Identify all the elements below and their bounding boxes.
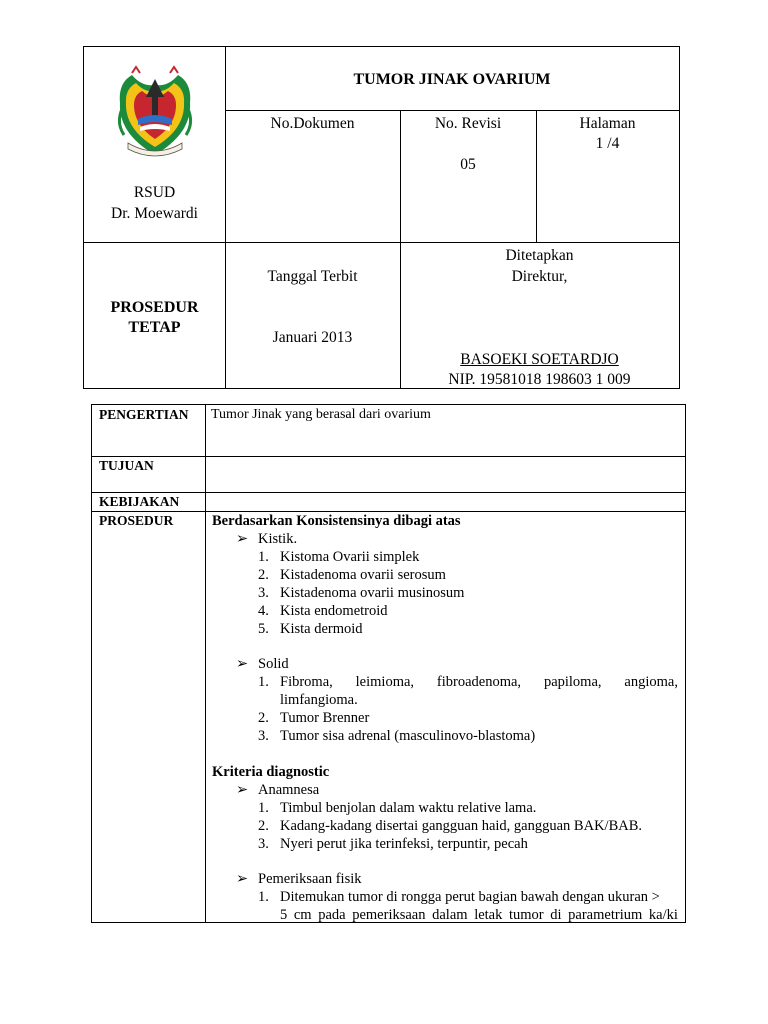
procedure-label-line1: PROSEDUR	[110, 299, 199, 316]
halaman-value: 1 /4	[595, 135, 620, 152]
director-nip: NIP. 19581018 198603 1 009	[448, 371, 631, 388]
list-item: 3. Nyeri perut jika terinfeksi, terpuntir, pecah	[258, 836, 528, 852]
list-item: 4. Kista endometroid	[258, 603, 388, 619]
word: 5	[280, 907, 288, 923]
word: fibroadenoma,	[436, 674, 522, 690]
anamnesa-item: Timbul benjolan dalam waktu relative lama.	[280, 800, 537, 816]
word: cm	[293, 907, 312, 923]
solid-item: Tumor sisa adrenal (masculinovo-blastoma)	[280, 728, 536, 744]
word: di	[550, 907, 562, 923]
list-item-continuation	[280, 906, 678, 924]
kistik-item: Kistadenoma ovarii musinosum	[280, 585, 465, 601]
word: ka/ki	[648, 907, 678, 923]
divider	[92, 456, 685, 457]
arrow-bullet-icon: ➢	[236, 656, 249, 672]
list-item: 1. Ditemukan tumor di rongga perut bagian bawah dengan ukuran >	[258, 889, 660, 905]
list-item: 1. Fibroma, leimioma, fibroadenoma, papiloma, angioma,	[258, 674, 678, 690]
divider	[84, 242, 679, 243]
word: leimioma,	[355, 674, 415, 690]
arrow-bullet-icon: ➢	[236, 782, 249, 798]
list-item-continuation: limfangioma.	[280, 692, 358, 708]
pemeriksaan-label: Pemeriksaan fisik	[258, 871, 362, 887]
procedure-label-line2: TETAP	[128, 319, 181, 336]
word: pada	[318, 907, 346, 923]
solid-item-1	[280, 673, 678, 691]
word: pemeriksaan	[352, 907, 426, 923]
list-item: 2. Kistadenoma ovarii serosum	[258, 567, 446, 583]
solid-item: Tumor Brenner	[280, 710, 370, 726]
no-dokumen-label: No.Dokumen	[270, 115, 355, 132]
no-revisi-label: No. Revisi	[434, 115, 502, 132]
regional-emblem-logo	[112, 63, 198, 161]
pengertian-label: PENGERTIAN	[99, 407, 189, 422]
document-title: TUMOR JINAK OVARIUM	[353, 71, 551, 88]
solid-label: Solid	[258, 656, 289, 672]
org-name-line1: RSUD	[133, 184, 176, 201]
pengertian-text: Tumor Jinak yang berasal dari ovarium	[211, 407, 431, 422]
bullet-item	[236, 781, 319, 799]
word: papiloma,	[543, 674, 602, 690]
list-item: 3. Kistadenoma ovarii musinosum	[258, 585, 465, 601]
pemeriksaan-item: Ditemukan tumor di rongga perut bagian bawah dengan ukuran >	[280, 889, 660, 905]
bullet-item	[236, 870, 362, 888]
anamnesa-label: Anamnesa	[258, 782, 320, 798]
anamnesa-item: Kadang-kadang disertai gangguan haid, gangguan BAK/BAB.	[280, 818, 643, 834]
kistik-label: Kistik.	[258, 531, 298, 547]
divider	[92, 492, 685, 493]
org-name-line2: Dr. Moewardi	[111, 205, 198, 222]
tanggal-terbit-value: Januari 2013	[272, 329, 353, 346]
word: letak	[474, 907, 503, 923]
arrow-bullet-icon: ➢	[236, 531, 249, 547]
bullet-item	[236, 530, 297, 548]
section-heading: Berdasarkan Konsistensinya dibagi atas	[212, 513, 461, 529]
arrow-bullet-icon: ➢	[236, 871, 249, 887]
word: angioma,	[624, 674, 678, 690]
list-item: 3. Tumor sisa adrenal (masculinovo-blastoma)	[258, 728, 536, 744]
halaman-label: Halaman	[579, 115, 636, 132]
word: tumor	[509, 907, 544, 923]
divider	[205, 405, 206, 922]
kebijakan-label: KEBIJAKAN	[99, 494, 180, 509]
word: dalam	[432, 907, 468, 923]
tanggal-terbit-label: Tanggal Terbit	[267, 268, 358, 285]
prosedur-label: PROSEDUR	[99, 513, 174, 528]
section-heading: Kriteria diagnostic	[212, 764, 330, 780]
list-item: 1. Timbul benjolan dalam waktu relative lama.	[258, 800, 537, 816]
kistik-item: Kista dermoid	[280, 621, 363, 637]
director-name: BASOEKI SOETARDJO	[460, 351, 619, 368]
kistik-item: Kistadenoma ovarii serosum	[280, 567, 446, 583]
list-item: 5. Kista dermoid	[258, 621, 363, 637]
procedure-table	[91, 404, 686, 923]
list-item: 2. Kadang-kadang disertai gangguan haid, gangguan BAK/BAB.	[258, 818, 643, 834]
anamnesa-item: Nyeri perut jika terinfeksi, terpuntir, pecah	[280, 836, 528, 852]
word: Fibroma,	[280, 674, 333, 690]
ditetapkan-label: Ditetapkan	[505, 247, 574, 264]
kistik-item: Kistoma Ovarii simplek	[280, 549, 420, 565]
word: parametrium	[568, 907, 643, 923]
list-item: 1. Kistoma Ovarii simplek	[258, 549, 420, 565]
header-table	[83, 46, 680, 389]
direktur-label: Direktur,	[511, 268, 568, 285]
bullet-item	[236, 655, 289, 673]
kistik-item: Kista endometroid	[280, 603, 388, 619]
no-revisi-value: 05	[460, 156, 476, 173]
list-item: 2. Tumor Brenner	[258, 710, 370, 726]
tujuan-label: TUJUAN	[99, 458, 154, 473]
divider	[225, 110, 679, 111]
